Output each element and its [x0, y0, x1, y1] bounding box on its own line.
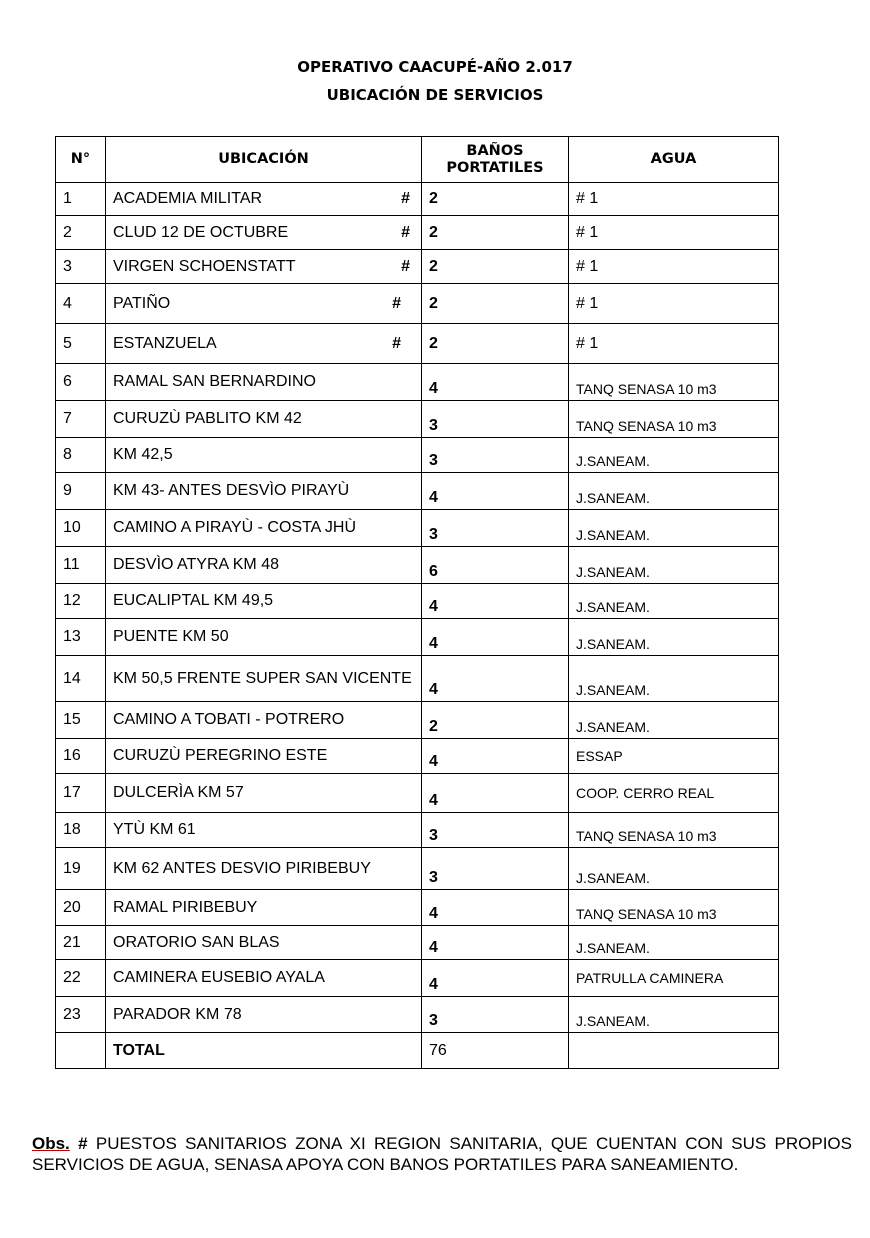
row-ubicacion [106, 473, 422, 510]
row-agua: J.SANEAM. [569, 584, 779, 619]
row-agua: J.SANEAM. [569, 438, 779, 473]
row-agua: J.SANEAM. [569, 547, 779, 584]
own-service-hash: # [392, 334, 401, 352]
row-banos: 3 [422, 510, 569, 547]
row-agua: J.SANEAM. [569, 510, 779, 547]
table-row [56, 250, 779, 284]
row-number: 11 [56, 547, 106, 584]
row-banos: 2 [422, 250, 569, 284]
row-banos: 2 [422, 284, 569, 324]
row-banos: 2 [422, 183, 569, 216]
row-number: 9 [56, 473, 106, 510]
row-ubicacion [106, 216, 422, 250]
row-banos: 4 [422, 364, 569, 401]
row-ubicacion [106, 183, 422, 216]
own-service-hash: # [401, 223, 410, 241]
row-number: 17 [56, 774, 106, 813]
table-row [56, 890, 779, 926]
table-row [56, 739, 779, 774]
header-no: N° [56, 137, 106, 183]
total-row [56, 1033, 779, 1069]
ubicacion-text: PATIÑO [113, 294, 171, 312]
row-banos: 4 [422, 619, 569, 656]
row-banos: 3 [422, 848, 569, 890]
document-title: OPERATIVO CAACUPÉ-AÑO 2.017 [297, 58, 573, 76]
row-ubicacion [106, 997, 422, 1033]
row-number: 20 [56, 890, 106, 926]
row-banos: 3 [422, 997, 569, 1033]
ubicacion-text: KM 42,5 [113, 446, 173, 463]
ubicacion-text: ESTANZUELA [113, 334, 217, 352]
header-agua: AGUA [569, 137, 779, 183]
table-row [56, 401, 779, 438]
table-row [56, 473, 779, 510]
row-ubicacion [106, 584, 422, 619]
ubicacion-text: DULCERÌA KM 57 [113, 784, 244, 801]
table-row [56, 997, 779, 1033]
row-agua: # 1 [569, 324, 779, 364]
ubicacion-text: KM 43- ANTES DESVÌO PIRAYÙ [113, 482, 350, 499]
ubicacion-text: VIRGEN SCHOENSTATT [113, 257, 296, 275]
total-value: 76 [422, 1033, 569, 1069]
row-agua: TANQ SENASA 10 m3 [569, 890, 779, 926]
ubicacion-text: RAMAL SAN BERNARDINO [113, 373, 316, 390]
row-agua: # 1 [569, 250, 779, 284]
ubicacion-text: KM 62 ANTES DESVIO PIRIBEBUY [113, 859, 371, 877]
row-banos: 3 [422, 438, 569, 473]
ubicacion-text: CURUZÙ PABLITO KM 42 [113, 410, 302, 427]
ubicacion-text: CLUD 12 DE OCTUBRE [113, 223, 289, 241]
row-ubicacion [106, 250, 422, 284]
total-empty-cell [56, 1033, 106, 1069]
table-row [56, 216, 779, 250]
table-row [56, 619, 779, 656]
row-banos: 4 [422, 960, 569, 997]
row-ubicacion [106, 960, 422, 997]
row-agua: J.SANEAM. [569, 473, 779, 510]
observation-note [32, 1133, 852, 1175]
row-ubicacion [106, 926, 422, 960]
row-banos: 4 [422, 890, 569, 926]
row-number: 10 [56, 510, 106, 547]
row-ubicacion [106, 813, 422, 848]
ubicacion-text: PARADOR KM 78 [113, 1005, 242, 1023]
row-agua: J.SANEAM. [569, 656, 779, 702]
ubicacion-text: EUCALIPTAL KM 49,5 [113, 592, 274, 609]
row-ubicacion [106, 364, 422, 401]
table-row [56, 364, 779, 401]
ubicacion-text: ORATORIO SAN BLAS [113, 933, 280, 951]
row-number: 6 [56, 364, 106, 401]
table-row [56, 183, 779, 216]
own-service-hash: # [392, 294, 401, 312]
row-number: 1 [56, 183, 106, 216]
table-row [56, 926, 779, 960]
row-number: 8 [56, 438, 106, 473]
row-ubicacion [106, 774, 422, 813]
row-agua: # 1 [569, 183, 779, 216]
row-agua: J.SANEAM. [569, 702, 779, 739]
row-banos: 2 [422, 216, 569, 250]
ubicacion-text: CURUZÙ PEREGRINO ESTE [113, 747, 328, 764]
row-banos: 4 [422, 774, 569, 813]
table-row [56, 774, 779, 813]
header-ubicacion: UBICACIÓN [106, 137, 422, 183]
row-agua: ESSAP [569, 739, 779, 774]
row-agua: # 1 [569, 284, 779, 324]
table-row [56, 584, 779, 619]
row-banos: 2 [422, 702, 569, 739]
ubicacion-text: CAMINO A TOBATI - POTRERO [113, 711, 345, 728]
row-number: 5 [56, 324, 106, 364]
row-ubicacion [106, 401, 422, 438]
row-ubicacion [106, 619, 422, 656]
row-ubicacion [106, 510, 422, 547]
row-agua: COOP. CERRO REAL [569, 774, 779, 813]
row-agua: J.SANEAM. [569, 848, 779, 890]
ubicacion-text: CAMINO A PIRAYÙ - COSTA JHÙ [113, 519, 356, 536]
row-number: 13 [56, 619, 106, 656]
row-number: 2 [56, 216, 106, 250]
row-banos: 3 [422, 401, 569, 438]
table-row [56, 438, 779, 473]
ubicacion-text: DESVÌO ATYRA KM 48 [113, 556, 279, 573]
row-agua: J.SANEAM. [569, 997, 779, 1033]
row-ubicacion [106, 547, 422, 584]
row-ubicacion [106, 890, 422, 926]
table-row [56, 848, 779, 890]
ubicacion-text: KM 50,5 FRENTE SUPER SAN VICENTE [113, 669, 412, 687]
row-ubicacion [106, 739, 422, 774]
row-number: 12 [56, 584, 106, 619]
table-row [56, 284, 779, 324]
ubicacion-text: RAMAL PIRIBEBUY [113, 898, 258, 916]
ubicacion-text: PUENTE KM 50 [113, 628, 229, 645]
table-row [56, 813, 779, 848]
ubicacion-text: CAMINERA EUSEBIO AYALA [113, 969, 325, 986]
table-row [56, 656, 779, 702]
total-label: TOTAL [106, 1033, 422, 1069]
row-number: 14 [56, 656, 106, 702]
row-number: 16 [56, 739, 106, 774]
row-ubicacion [106, 656, 422, 702]
obs-text: PUESTOS SANITARIOS ZONA XI REGION SANITARIA, QUE CUENTAN CON SUS PROPIOS SERVICIOS DE AGUA, SENASA APOYA CON BANOS PORTATILES PARA SANEAMIENTO. [32, 1134, 852, 1174]
row-agua: TANQ SENASA 10 m3 [569, 401, 779, 438]
table-row [56, 702, 779, 739]
row-agua: TANQ SENASA 10 m3 [569, 364, 779, 401]
table-row [56, 960, 779, 997]
row-number: 7 [56, 401, 106, 438]
services-table [55, 136, 779, 1069]
row-banos: 6 [422, 547, 569, 584]
table-row [56, 547, 779, 584]
row-agua: J.SANEAM. [569, 926, 779, 960]
row-banos: 4 [422, 656, 569, 702]
row-agua: J.SANEAM. [569, 619, 779, 656]
document-subtitle: UBICACIÓN DE SERVICIOS [326, 86, 544, 104]
row-agua: TANQ SENASA 10 m3 [569, 813, 779, 848]
row-number: 4 [56, 284, 106, 324]
row-ubicacion [106, 848, 422, 890]
obs-label: Obs. [32, 1134, 70, 1153]
own-service-hash: # [401, 257, 410, 275]
row-banos: 2 [422, 324, 569, 364]
row-number: 19 [56, 848, 106, 890]
row-number: 23 [56, 997, 106, 1033]
row-banos: 3 [422, 813, 569, 848]
row-ubicacion [106, 324, 422, 364]
row-agua: PATRULLA CAMINERA [569, 960, 779, 997]
row-banos: 4 [422, 739, 569, 774]
table-header-row [56, 137, 779, 183]
row-ubicacion [106, 702, 422, 739]
row-number: 15 [56, 702, 106, 739]
obs-hash: # [78, 1134, 88, 1153]
row-banos: 4 [422, 584, 569, 619]
row-banos: 4 [422, 473, 569, 510]
ubicacion-text: YTÙ KM 61 [113, 821, 196, 838]
total-agua-empty [569, 1033, 779, 1069]
row-banos: 4 [422, 926, 569, 960]
row-number: 21 [56, 926, 106, 960]
row-ubicacion [106, 284, 422, 324]
ubicacion-text: ACADEMIA MILITAR [113, 190, 263, 207]
row-number: 22 [56, 960, 106, 997]
own-service-hash: # [401, 190, 410, 207]
row-number: 3 [56, 250, 106, 284]
row-number: 18 [56, 813, 106, 848]
header-banos: BAÑOS PORTATILES [422, 137, 569, 183]
table-row [56, 510, 779, 547]
row-ubicacion [106, 438, 422, 473]
row-agua: # 1 [569, 216, 779, 250]
table-row [56, 324, 779, 364]
